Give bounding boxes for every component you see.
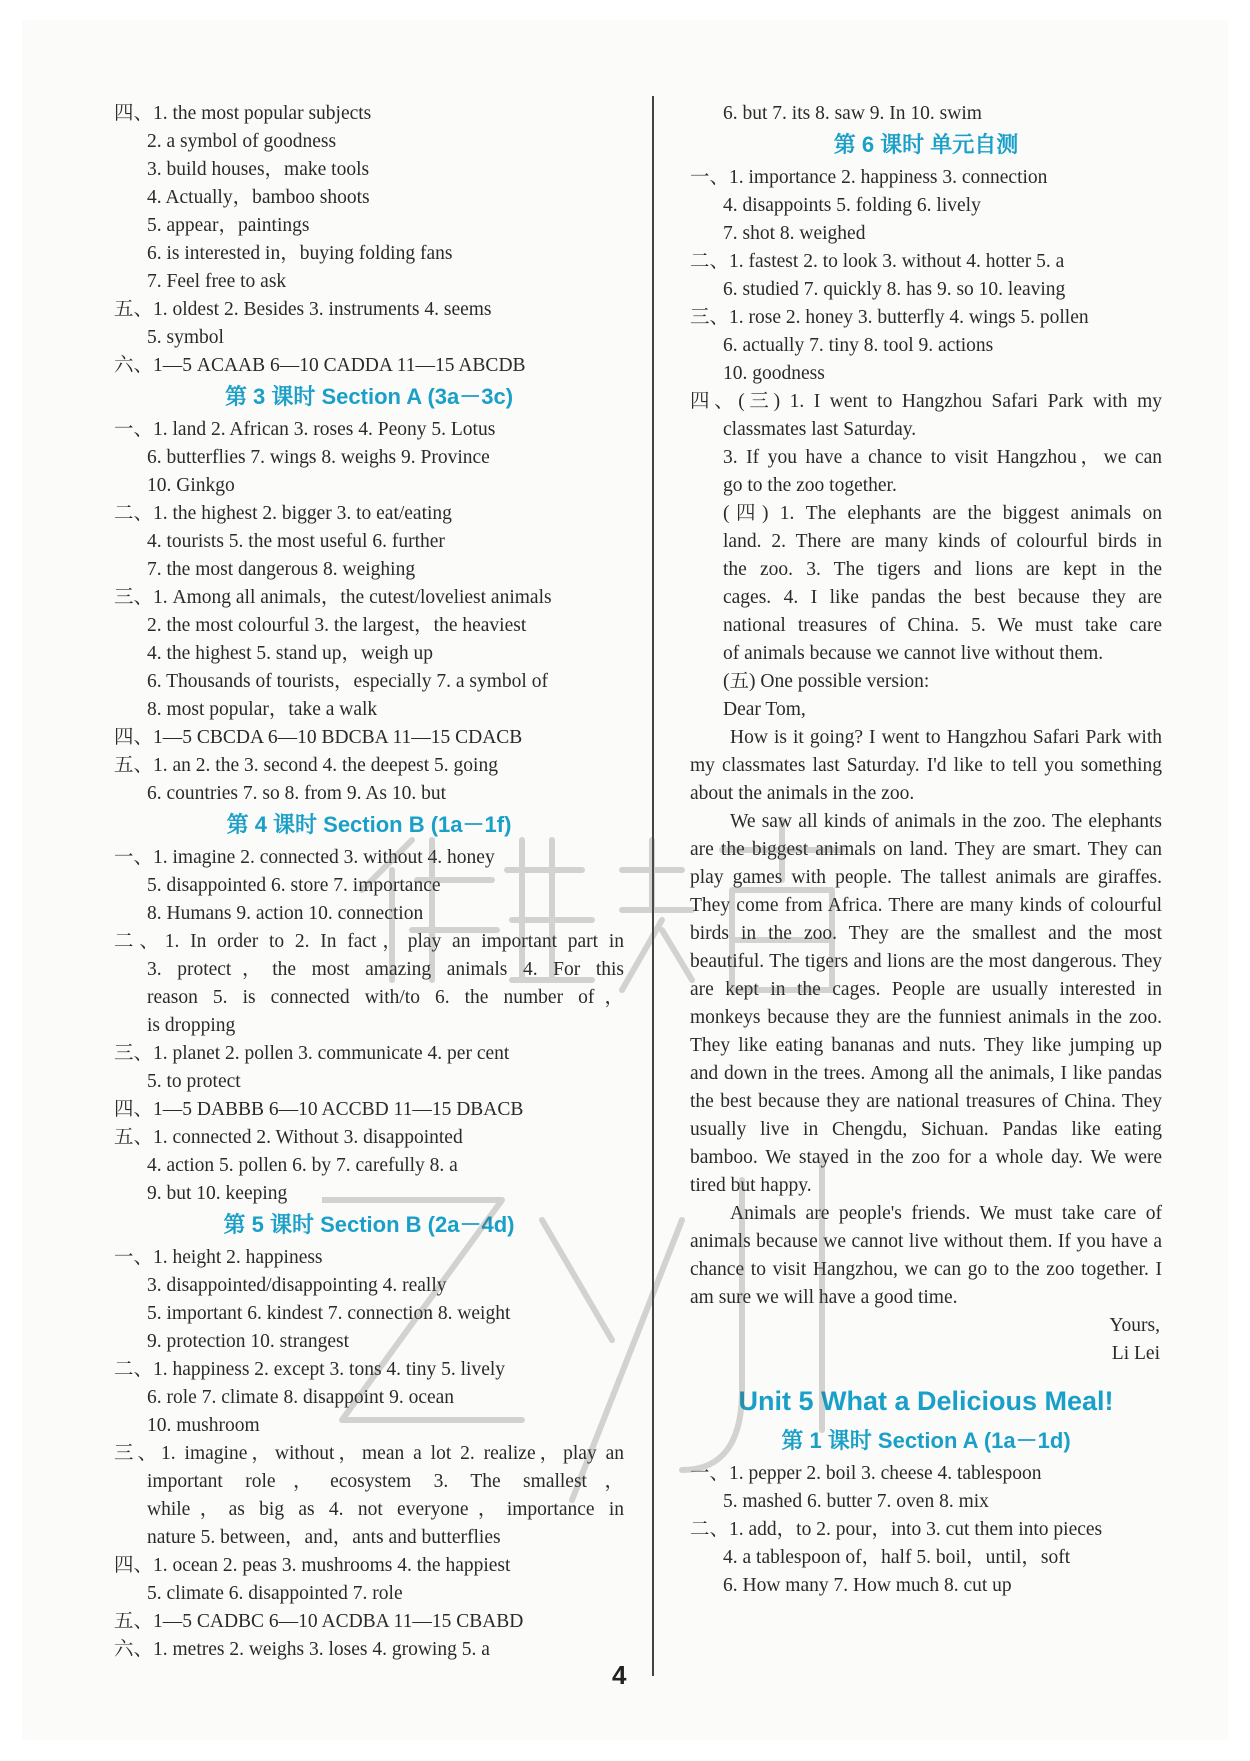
answer-line: 一、1. importance 2. happiness 3. connection — [690, 167, 1048, 188]
page-number: 4 — [612, 1660, 627, 1690]
answer-line: 一、1. height 2. happiness — [114, 1247, 323, 1268]
answer-line: 3. build houses，make tools — [147, 159, 370, 180]
answer-line: 4. a tablespoon of，half 5. boil，until，soft — [723, 1547, 1071, 1568]
answer-line: classmates last Saturday. — [723, 419, 917, 440]
answer-line: 6. studied 7. quickly 8. has 9. so 10. leaving — [723, 279, 1066, 300]
section-heading: 第 4 课时 Section B (1a－1f) — [226, 812, 512, 837]
answer-line: 二、1. the highest 2. bigger 3. to eat/eating — [114, 503, 452, 524]
section-heading: 第 5 课时 Section B (2a－4d) — [223, 1212, 515, 1237]
answer-line: 4. tourists 5. the most useful 6. further — [147, 531, 445, 552]
answer-line: 五、1. connected 2. Without 3. disappointed — [114, 1127, 463, 1148]
column-divider — [652, 96, 654, 1676]
answer-line: 5. appear，paintings — [147, 215, 310, 236]
answer-line: 二、1. fastest 2. to look 3. without 4. hotter 5. a — [690, 251, 1065, 272]
answer-key-page — [22, 20, 1228, 1740]
answer-line: 一、1. land 2. African 3. roses 4. Peony 5. Lotus — [114, 419, 496, 440]
answer-line: 一、1. imagine 2. connected 3. without 4. honey — [114, 847, 495, 868]
answer-line: cages. 4. I like pandas the best because they are — [723, 587, 1162, 608]
answer-line: 四、1—5 DABBB 6—10 ACCBD 11—15 DBACB — [114, 1099, 524, 1120]
letter-signature: Li Lei — [1111, 1343, 1160, 1364]
answer-line: 5. important 6. kindest 7. connection 8. weight — [147, 1303, 511, 1324]
unit5-answers — [690, 1460, 1162, 1600]
left-column — [114, 100, 624, 1664]
letter-paragraph: How is it going? I went to Hangzhou Safari Park with my classmates last Saturday. I'd like to tell you something about the animals in the zoo. — [690, 727, 1162, 804]
answer-line: 10. Ginkgo — [147, 475, 235, 496]
answer-line: 10. goodness — [723, 363, 825, 384]
answer-line: 8. most popular，take a walk — [147, 699, 378, 720]
answer-line: 6. but 7. its 8. saw 9. In 10. swim — [723, 103, 982, 124]
answer-line: 四、1—5 CBCDA 6—10 BDCBA 11—15 CDACB — [114, 727, 523, 748]
answer-line: 3. protect，the most amazing animals 4. For this — [147, 959, 624, 980]
answer-line: 5. symbol — [147, 327, 224, 348]
answer-line: 4. Actually，bamboo shoots — [147, 187, 370, 208]
answer-line: 2. a symbol of goodness — [147, 131, 337, 152]
answer-line: 6. countries 7. so 8. from 9. As 10. but — [147, 783, 446, 804]
answer-line: 四、(三) 1. I went to Hangzhou Safari Park with my — [690, 391, 1162, 412]
answer-line: 三、1. imagine，without，mean a lot 2. realize，play an — [114, 1443, 624, 1464]
answer-line: 5. mashed 6. butter 7. oven 8. mix — [723, 1491, 989, 1512]
answer-line: 二、1. In order to 2. In fact，play an important part in — [114, 931, 624, 952]
answer-line: is dropping — [147, 1015, 236, 1036]
answer-line: 五、1. an 2. the 3. second 4. the deepest 5. going — [114, 755, 498, 776]
answer-line: land. 2. There are many kinds of colourful birds in — [723, 531, 1162, 552]
answer-line: 6. How many 7. How much 8. cut up — [723, 1575, 1012, 1596]
answer-line: 5. climate 6. disappointed 7. role — [147, 1583, 403, 1604]
answer-line: 三、1. rose 2. honey 3. butterfly 4. wings 5. pollen — [690, 307, 1089, 328]
answer-line: 6. is interested in，buying folding fans — [147, 243, 453, 264]
answer-line: 三、1. Among all animals，the cutest/loveliest animals — [114, 587, 552, 608]
answer-line: 2. the most colourful 3. the largest，the heaviest — [147, 615, 527, 636]
answer-line: 4. disappoints 5. folding 6. lively — [723, 195, 981, 216]
answer-line: 五、1. oldest 2. Besides 3. instruments 4. seems — [114, 299, 492, 320]
answer-line: 7. the most dangerous 8. weighing — [147, 559, 416, 580]
answer-line: nature 5. between，and，ants and butterflies — [147, 1527, 501, 1548]
answer-line: of animals because we cannot live without them. — [723, 643, 1104, 664]
answer-line: 六、1. metres 2. weighs 3. loses 4. growing 5. a — [114, 1639, 490, 1660]
answer-line: 6. role 7. climate 8. disappoint 9. ocean — [147, 1387, 455, 1408]
answer-line: 二、1. add，to 2. pour，into 3. cut them into pieces — [690, 1519, 1103, 1540]
letter-paragraph: Animals are people's friends. We must take care of animals because we cannot live without them. If you have a chance to visit Hangzhou, we can go to the zoo together. I am sure we will have a good time. — [690, 1203, 1162, 1308]
answer-line: important role，ecosystem 3. The smallest， — [147, 1471, 624, 1492]
answer-line: 三、1. planet 2. pollen 3. communicate 4. per cent — [114, 1043, 510, 1064]
answer-line: (五) One possible version: — [723, 671, 930, 692]
answer-line: 8. Humans 9. action 10. connection — [147, 903, 424, 924]
answer-line: 6. Thousands of tourists，especially 7. a symbol of — [147, 671, 548, 692]
answer-line: 7. shot 8. weighed — [723, 223, 866, 244]
answer-line: 四、1. ocean 2. peas 3. mushrooms 4. the happiest — [114, 1555, 511, 1576]
right-answers — [690, 100, 1162, 724]
answer-line: 7. Feel free to ask — [147, 271, 287, 292]
answer-line: reason 5. is connected with/to 6. the number of， — [147, 987, 624, 1008]
right-column — [690, 100, 1162, 1600]
answer-line: 10. mushroom — [147, 1415, 260, 1436]
answer-line: 6. actually 7. tiny 8. tool 9. actions — [723, 335, 994, 356]
answer-line: the zoo. 3. The tigers and lions are kept in the — [723, 559, 1162, 580]
section-heading: 第 3 课时 Section A (3a－3c) — [224, 384, 514, 409]
answer-line: while，as big as 4. not everyone，importance in — [147, 1499, 624, 1520]
answer-line: 9. but 10. keeping — [147, 1183, 288, 1204]
letter-paragraph: We saw all kinds of animals in the zoo. The elephants are the biggest animals on land. They are smart. They can play games with people. The tallest animals are giraffes. They come from Africa. There are many kinds of colourful birds in the zoo. They are the smallest and the most beautiful. The tigers and lions are the most dangerous. They are kept in the cages. People are usually interested in monkeys because they are the funniest animals in the zoo. They like eating bananas and nuts. They like jumping up and down in the trees. Among all the animals, I like pandas the best because they are national treasures of China. They usually live in Chengdu, Sichuan. Pandas like eating bamboo. We stayed in the zoo for a whole day. We were tired but happy. — [690, 811, 1162, 1196]
answer-line: 6. butterflies 7. wings 8. weighs 9. Province — [147, 447, 490, 468]
section-heading: 第 6 课时 单元自测 — [833, 132, 1019, 157]
answer-line: 六、1—5 ACAAB 6—10 CADDA 11—15 ABCDB — [114, 355, 526, 376]
answer-line: 5. to protect — [147, 1071, 241, 1092]
answer-line: 3. If you have a chance to visit Hangzhou，we can — [723, 447, 1162, 468]
answer-line: 5. disappointed 6. store 7. importance — [147, 875, 441, 896]
section-heading: 第 1 课时 Section A (1a－1d) — [781, 1428, 1071, 1453]
answer-line: 一、1. pepper 2. boil 3. cheese 4. tablespoon — [690, 1463, 1042, 1484]
answer-line: 二、1. happiness 2. except 3. tons 4. tiny 5. lively — [114, 1359, 506, 1380]
sample-letter — [690, 724, 1162, 1312]
answer-line: 五、1—5 CADBC 6—10 ACDBA 11—15 CBABD — [114, 1611, 524, 1632]
answer-line: 4. the highest 5. stand up，weigh up — [147, 643, 433, 664]
answer-line: 四、1. the most popular subjects — [114, 103, 372, 124]
unit-title: Unit 5 What a Delicious Meal! — [738, 1386, 1114, 1416]
letter-closing: Yours, — [1109, 1315, 1160, 1336]
answer-line: Dear Tom, — [723, 699, 806, 720]
answer-line: 3. disappointed/disappointing 4. really — [147, 1275, 447, 1296]
answer-line: (四) 1. The elephants are the biggest animals on — [723, 503, 1162, 524]
answer-line: national treasures of China. 5. We must take care — [723, 615, 1162, 636]
answer-line: go to the zoo together. — [723, 475, 897, 496]
answer-line: 4. action 5. pollen 6. by 7. carefully 8. a — [147, 1155, 458, 1176]
answer-line: 9. protection 10. strangest — [147, 1331, 349, 1352]
